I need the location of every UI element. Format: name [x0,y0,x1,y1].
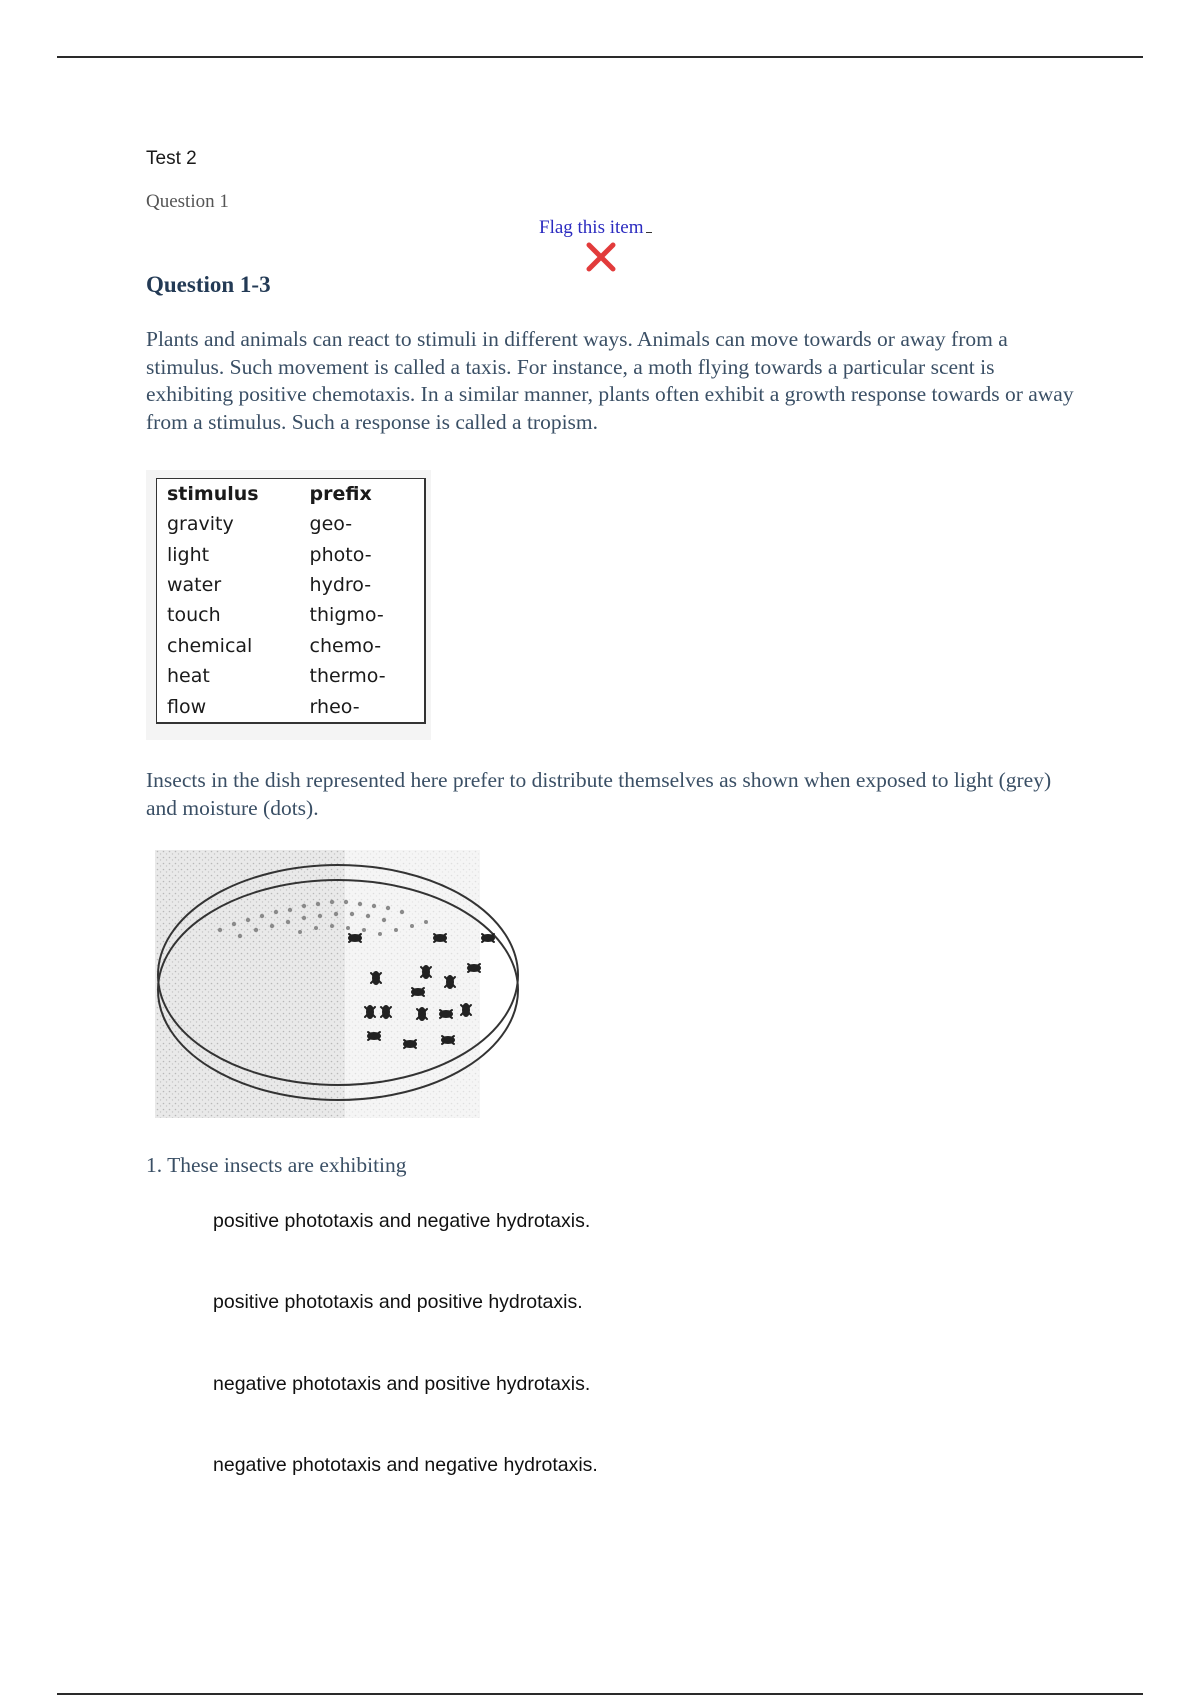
flag-item-link[interactable]: Flag this item [539,217,652,239]
flag-close-icon[interactable] [584,240,618,274]
table-row [157,539,426,569]
table-cell-prefix: geo- [309,513,353,536]
table-cell-stimulus: touch [167,604,221,627]
question-prompt: 1. These insects are exhibiting [146,1153,407,1177]
table-row [157,509,426,539]
table-row [157,692,426,723]
table-cell-stimulus: gravity [167,513,234,536]
table-cell-prefix: thigmo- [309,604,384,627]
dish-description: Insects in the dish represented here prefer to distribute themselves as shown when exposed to light (grey) and moisture (dots). [146,768,1052,820]
question-heading: Question 1-3 [146,272,271,297]
table-cell-stimulus: flow [167,695,207,718]
document-title: Test 2 [146,148,197,169]
bottom-divider [57,1693,1143,1695]
answer-option-4[interactable]: negative phototaxis and negative hydrotaxis. [213,1454,598,1476]
table-cell-stimulus: light [167,543,210,566]
question-passage: Plants and animals can react to stimuli in different ways. Animals can move towards or away from a stimulus. Such movement is called a taxis. For instance, a moth flying towards a particular scent is exhibiting positive chemotaxis. In a similar manner, plants often exhibit a growth response towards or away from a stimulus. Such a response is called a tropism. [146,327,1074,434]
answer-option-3[interactable]: negative phototaxis and positive hydrotaxis. [213,1373,591,1395]
petri-dish-illustration [150,850,552,1118]
table-row [157,600,426,630]
top-divider [57,56,1143,58]
table-cell-stimulus: heat [167,665,210,688]
table-cell-prefix: photo- [309,543,372,566]
question-number: Question 1 [146,191,229,212]
table-cell-prefix: chemo- [309,634,382,657]
table-header-row [157,479,426,510]
table-cell-prefix: rheo- [309,695,360,718]
table-cell-prefix: hydro- [309,574,372,597]
answer-option-1[interactable]: positive phototaxis and negative hydrotaxis. [213,1210,591,1232]
table-header-stimulus: stimulus [167,483,259,505]
table-row [157,570,426,600]
table-cell-stimulus: chemical [167,634,253,657]
table-row [157,631,426,661]
stimulus-prefix-table [156,478,426,724]
table-header-prefix: prefix [309,483,372,505]
table-row [157,661,426,691]
answer-option-2[interactable]: positive phototaxis and positive hydrotaxis. [213,1291,583,1313]
stimulus-table-figure [146,470,431,740]
table-cell-prefix: thermo- [309,665,386,688]
table-cell-stimulus: water [167,574,222,597]
